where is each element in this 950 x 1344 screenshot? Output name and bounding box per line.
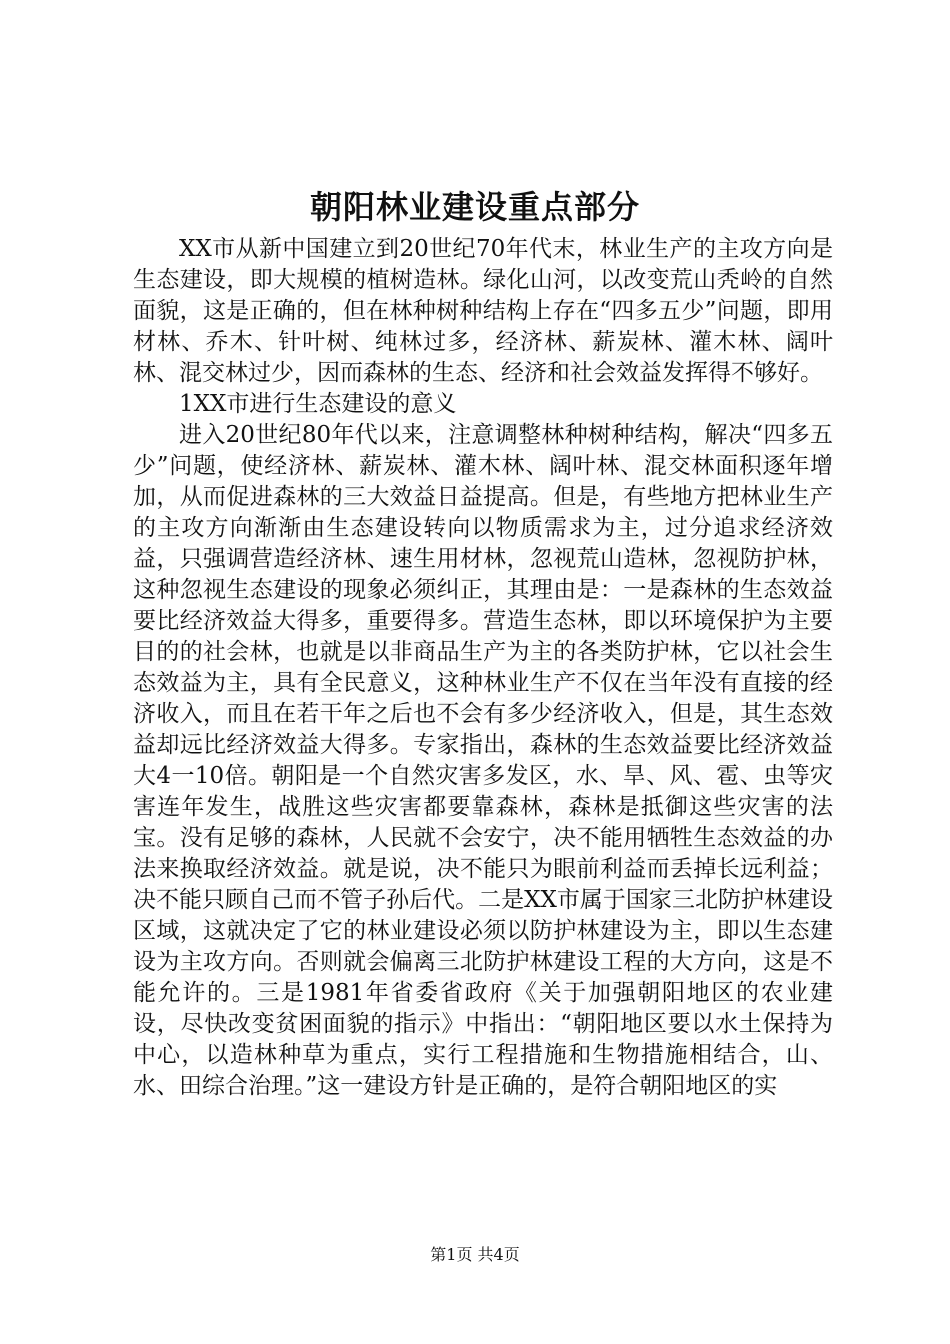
document-title: 朝阳林业建设重点部分 (309, 188, 640, 226)
page-footer: 第1页 共4页 (430, 1245, 520, 1264)
section-heading: 1XX市进行生态建设的意义 (179, 391, 457, 417)
paragraph-intro: XX市从新中国建立到20世纪70年代末，林业生产的主攻方向是生态建设，即大规模的植树造林。绿化山河，以改变荒山秃岭的自然面貌，这是正确的，但在林种树种结构上存在“四多五少”问题，即用材林、乔木、针叶树、纯林过多，经济林、薪炭林、灌木林、阔叶林、混交林过少，因而森林的生态、经济和社会效益发挥得不够好。 (133, 236, 833, 386)
document-body (133, 234, 833, 1102)
paragraph-main: 进入20世纪80年代以来，注意调整林种树种结构，解决“四多五少”问题，使经济林、薪炭林、灌木林、阔叶林、混交林面积逐年增加，从而促进森林的三大效益日益提高。但是，有些地方把林业生产的主攻方向渐渐由生态建设转向以物质需求为主，过分追求经济效益，只强调营造经济林、速生用材林，忽视荒山造林，忽视防护林，这种忽视生态建设的现象必须纠正，其理由是：一是森林的生态效益要比经济效益大得多，重要得多。营造生态林，即以环境保护为主要目的的社会林，也就是以非商品生产为主的各类防护林，它以社会生态效益为主，具有全民意义，这种林业生产不仅在当年没有直接的经济收入，而且在若干年之后也不会有多少经济收入，但是，其生态效益却远比经济效益大得多。专家指出，森林的生态效益要比经济效益大4一10倍。朝阳是一个自然灾害多发区，水、旱、风、雹、虫等灾害连年发生，战胜这些灾害都要靠森林，森林是抵御这些灾害的法宝。没有足够的森林，人民就不会安宁，决不能用牺牲生态效益的办法来换取经济效益。就是说，决不能只为眼前利益而丢掉长远利益；决不能只顾自己而不管子孙后代。二是XX市属于国家三北防护林建设区域，这就决定了它的林业建设必须以防护林建设为主，即以生态建设为主攻方向。否则就会偏离三北防护林建设工程的大方向，这是不能允许的。三是1981年省委省政府《关于加强朝阳地区的农业建设，尽快改变贫困面貌的指示》中指出：“朝阳地区要以水土保持为中心，以造林种草为重点，实行工程措施和生物措施相结合，山、水、田综合治理。”这一建设方针是正确的，是符合朝阳地区的实 (133, 422, 833, 1099)
